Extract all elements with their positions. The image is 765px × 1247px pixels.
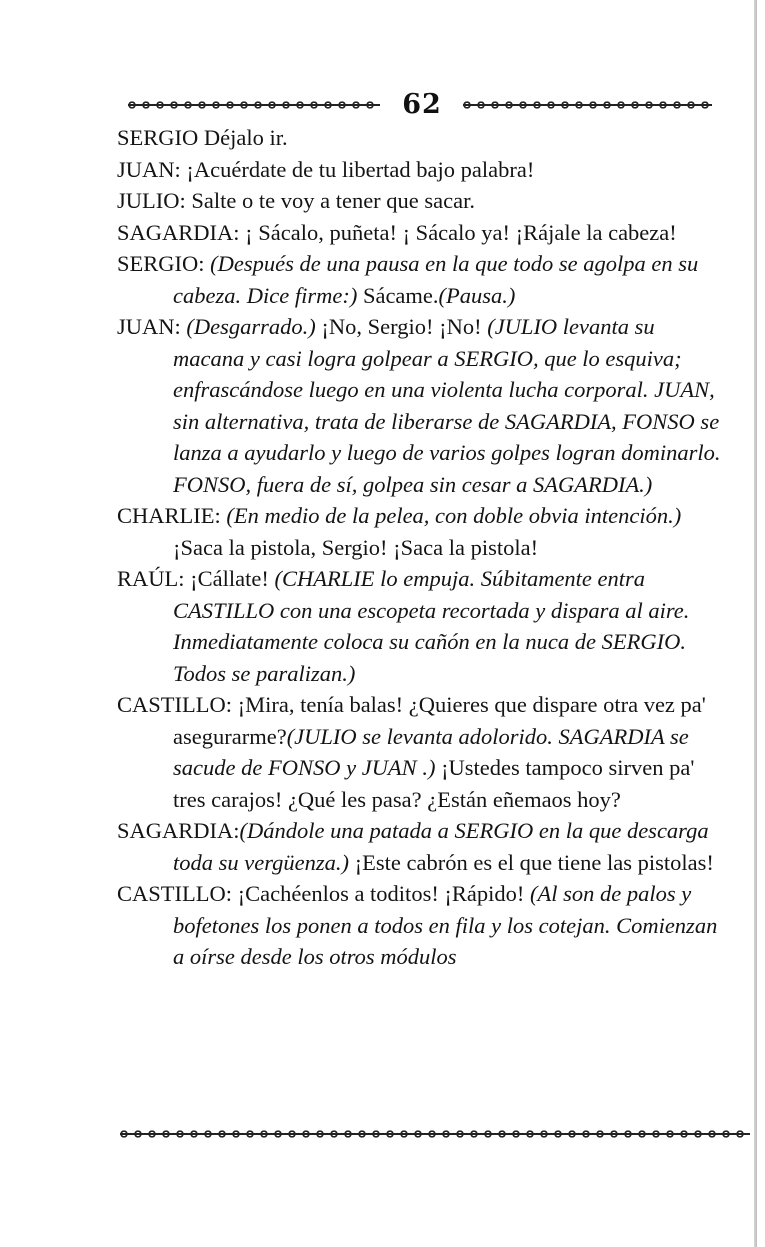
dialogue-speech xyxy=(117,217,727,249)
stage-direction: (Después de una pausa en la que todo se agolpa en su cabeza. Dice firme:) xyxy=(173,251,699,308)
dialogue-speech xyxy=(117,689,727,815)
dialogue-text: SERGIO Déjalo ir. xyxy=(117,125,288,150)
dialogue-speech xyxy=(117,185,727,217)
script-text xyxy=(117,122,727,973)
dialogue-speech xyxy=(117,154,727,186)
dialogue-speech xyxy=(117,122,727,154)
dialogue-text: RAÚL: ¡Cállate! xyxy=(117,566,275,591)
dialogue-speech xyxy=(117,311,727,500)
dialogue-text: JUAN: xyxy=(117,314,187,339)
dialogue-text: CASTILLO: ¡Cachéenlos a toditos! ¡Rápido! xyxy=(117,881,531,906)
dialogue-text: ¡No, Sergio! ¡No! xyxy=(315,314,488,339)
stage-direction: (En medio de la pelea, con doble obvia intención.) xyxy=(226,503,682,528)
dialogue-text: JUAN: ¡Acuérdate de tu libertad bajo palabra! xyxy=(117,156,535,182)
footer-ornament xyxy=(120,1130,750,1138)
page-number: 62 xyxy=(402,89,442,120)
dialogue-speech xyxy=(117,815,727,878)
stage-direction: (CHARLIE lo empuja. Súbitamente entra CASTILLO con una escopeta recortada y dispara al aire. Inmediatamente coloca su cañón en la nuca de SERGIO. Todos se paralizan.) xyxy=(173,566,690,686)
dialogue-text: ¡Este cabrón es el que tiene las pistolas! xyxy=(349,849,714,875)
dialogue-speech xyxy=(117,500,727,563)
stage-direction: (Dándole una patada a SERGIO en la que descarga toda su vergüenza.) xyxy=(173,818,709,875)
page-header xyxy=(128,88,712,122)
dialogue-speech xyxy=(117,248,727,311)
dialogue-text: ¡Saca la pistola, Sergio! ¡Saca la pistola! xyxy=(173,534,539,560)
dialogue-speech xyxy=(117,878,727,973)
dialogue-text: Sácame. xyxy=(357,282,439,308)
dialogue-text: CASTILLO: ¡Mira, tenía balas! ¿Quieres que dispare otra vez pa' asegurarme? xyxy=(117,692,706,749)
dialogue-text: JULIO: Salte o te voy a tener que sacar. xyxy=(117,188,476,213)
dialogue-text: ¡Ustedes tampoco sirven pa' tres carajos! ¿Qué les pasa? ¿Están eñemaos hoy? xyxy=(173,755,695,812)
dialogue-text: SAGARDIA: ¡ Sácalo, puñeta! ¡ Sácalo ya! ¡Rájale la cabeza! xyxy=(117,219,677,245)
page-edge-shadow xyxy=(754,0,757,1247)
dialogue-speech xyxy=(117,563,727,689)
header-ornament-right xyxy=(463,101,712,109)
stage-direction: (Al son de palos y bofetones los ponen a todos en fila y los cotejan. Comienzan a oírse desde los otros módulos xyxy=(173,881,718,969)
header-ornament-left xyxy=(128,101,380,109)
stage-direction: (Desgarrado.) xyxy=(186,314,316,339)
stage-direction: (JULIO levanta su macana y casi logra golpear a SERGIO, que lo esquiva; enfrascándose luego en una violenta lucha corporal. JUAN, sin alternativa, trata de liberarse de SAGARDIA, FONSO se lanza a ayudarlo y luego de varios golpes logran dominarlo. FONSO, fuera de sí, golpea sin cesar a SAGARDIA.) xyxy=(173,314,721,497)
stage-direction: (JULIO se levanta adolorido. SAGARDIA se sacude de FONSO y JUAN .) xyxy=(173,723,689,780)
stage-direction: (Pausa.) xyxy=(438,282,516,308)
dialogue-text: CHARLIE: xyxy=(117,503,227,528)
dialogue-text: SERGIO: xyxy=(117,251,211,276)
dialogue-text: SAGARDIA: xyxy=(117,818,240,843)
